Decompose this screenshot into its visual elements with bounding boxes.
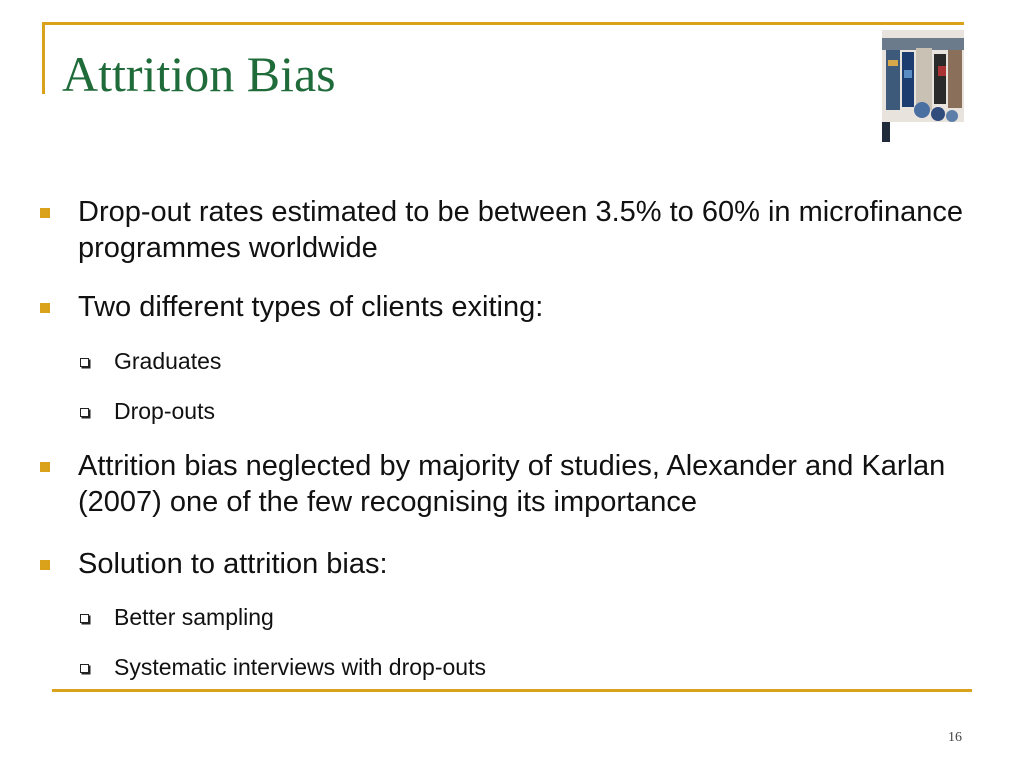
sub-bullet-text: Systematic interviews with drop-outs: [114, 654, 486, 680]
hollow-square-bullet-icon: [80, 614, 89, 623]
market-stall-photo-image: [882, 30, 964, 150]
square-bullet-icon: [40, 462, 50, 472]
footer-rule: [52, 689, 972, 692]
page-number: 16: [948, 730, 962, 745]
sub-bullet-text: Better sampling: [114, 604, 274, 630]
bullet-text: Drop-out rates estimated to be between 3.5% to 60% in microfinance programmes worldwide: [78, 196, 963, 264]
bullet-text: Solution to attrition bias:: [78, 548, 388, 580]
square-bullet-icon: [40, 560, 50, 570]
slide-title: Attrition Bias: [62, 46, 336, 102]
square-bullet-icon: [40, 303, 50, 313]
hollow-square-bullet-icon: [80, 408, 89, 417]
hollow-square-bullet-icon: [80, 358, 89, 367]
sub-bullet-text: Drop-outs: [114, 398, 215, 424]
sub-bullet-text: Graduates: [114, 348, 222, 374]
bullet-text: Two different types of clients exiting:: [78, 291, 544, 323]
title-frame-left-rule: [42, 22, 45, 94]
market-stall-photo: [882, 30, 964, 150]
square-bullet-icon: [40, 208, 50, 218]
bullet-text: Attrition bias neglected by majority of studies, Alexander and Karlan (2007) one of the few recognising its importance: [78, 450, 946, 518]
hollow-square-bullet-icon: [80, 664, 89, 673]
title-frame-top-rule: [42, 22, 964, 25]
